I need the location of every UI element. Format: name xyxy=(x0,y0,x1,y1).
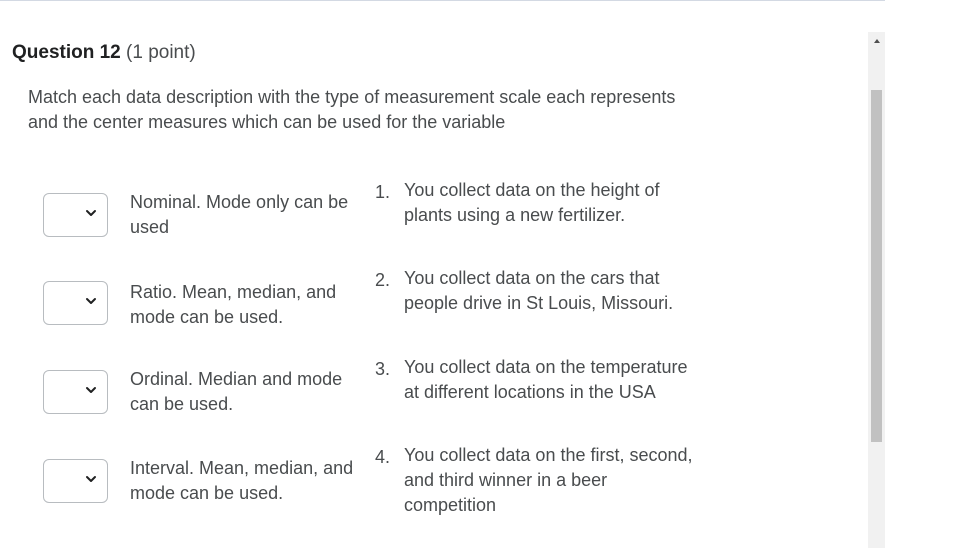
chevron-down-icon xyxy=(84,383,98,397)
question-points: (1 point) xyxy=(126,42,196,63)
choice-label-ordinal: Ordinal. Median and mode can be used. xyxy=(130,369,343,414)
scrollbar-thumb[interactable] xyxy=(871,90,882,442)
question-number: Question 12 xyxy=(12,42,121,63)
item-text: You collect data on the cars that people drive in St Louis, Missouri. xyxy=(404,268,674,313)
match-select-2[interactable] xyxy=(43,281,108,325)
scroll-up-arrow-icon xyxy=(874,39,880,43)
question-header xyxy=(12,42,196,64)
choice-label-interval: Interval. Mean, median, and mode can be used. xyxy=(130,458,354,503)
choice-label-nominal: Nominal. Mode only can be used xyxy=(130,192,349,237)
match-select-1[interactable] xyxy=(43,193,108,237)
match-select-4[interactable] xyxy=(43,459,108,503)
item-number: 1. xyxy=(375,182,391,202)
chevron-down-icon xyxy=(84,472,98,486)
chevron-down-icon xyxy=(84,294,98,308)
item-number: 4. xyxy=(375,447,391,467)
item-number: 3. xyxy=(375,359,391,379)
choice-label-ratio: Ratio. Mean, median, and mode can be used. xyxy=(130,282,337,327)
item-number: 2. xyxy=(375,270,391,290)
chevron-down-icon xyxy=(84,206,98,220)
match-select-3[interactable] xyxy=(43,370,108,414)
question-prompt: Match each data description with the type of measurement scale each represents and the center measures which can be used for the variable xyxy=(28,87,676,132)
scroll-up-button[interactable] xyxy=(868,32,885,50)
item-text: You collect data on the first, second, and third winner in a beer competition xyxy=(404,445,693,515)
vertical-scrollbar[interactable] xyxy=(868,32,885,548)
top-divider xyxy=(0,0,885,1)
item-text: You collect data on the height of plants using a new fertilizer. xyxy=(404,180,660,225)
item-text: You collect data on the temperature at different locations in the USA xyxy=(404,357,688,402)
